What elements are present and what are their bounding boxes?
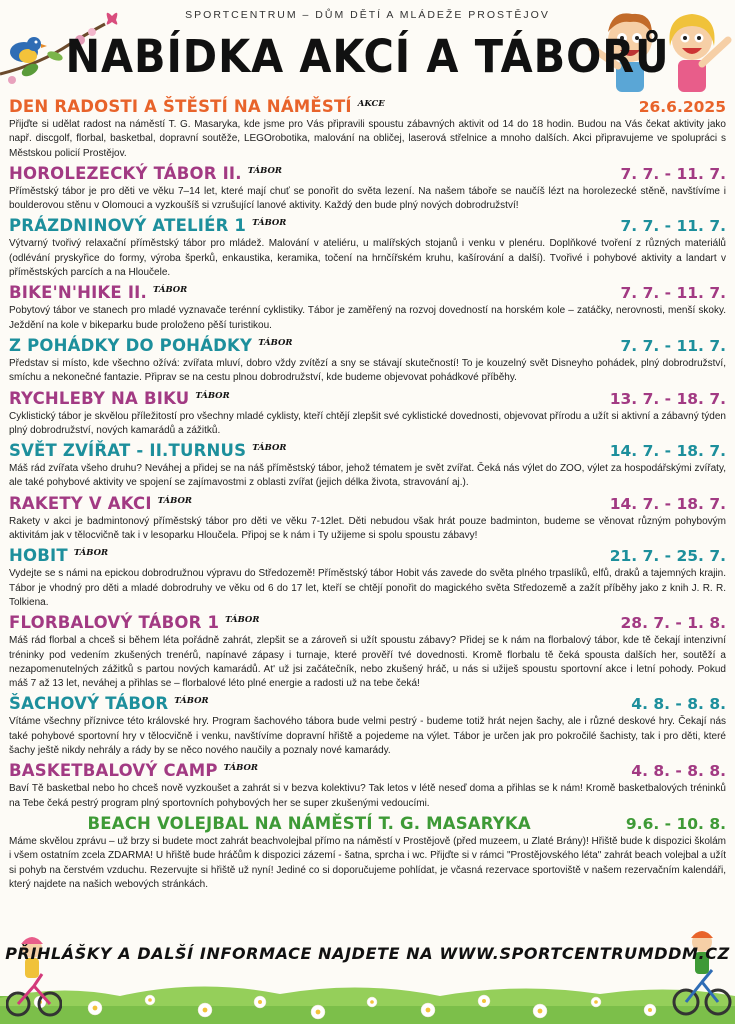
event-section bbox=[9, 814, 726, 892]
event-title: BIKE'N'HIKE II. bbox=[9, 283, 147, 303]
event-type-label: TÁBOR bbox=[258, 337, 293, 348]
event-section bbox=[9, 97, 726, 161]
event-title-group bbox=[9, 164, 282, 183]
event-header bbox=[9, 694, 726, 715]
meadow-flowers-illustration bbox=[0, 966, 735, 1024]
event-title: SVĚT ZVÍŘAT - II.TURNUS bbox=[9, 441, 247, 461]
event-description: Rakety v akci je badmintonový příměstský tábor pro děti ve věku 7-12let. Děti nebudou však hrát pouze badminton, budeme se věnovat různým pohybovým aktivitám jak v tělocvičně tak i v lesoparku Hloučela. Připoj se k nám i Ty užijeme si spolu spoustu zábavy! bbox=[9, 515, 726, 542]
event-title: DEN RADOSTI A ŠTĚSTÍ NA NÁMĚSTÍ bbox=[9, 97, 352, 116]
event-description: Pobytový tábor ve stanech pro mladé vyznavače terénní cyklistiky. Tábor je zaměřený na rozvoj dovedností na horském kole – zatáčky, nerovnosti, menší skoky. Ježdění na kole v bikeparku bude proloženo pěší turistikou. bbox=[9, 305, 726, 331]
event-description: Představ si místo, kde všechno ožívá: zvířata mluví, dobro vždy zvítězí a sny se stávají skutečností! To je kouzelný svět Disneyho pohádek, plný dobrodružství, smíchu a nekonečné fantazie. Připrav se na cestu plnou dobrodružství, kde budeme objevovat pohádkové příběhy. bbox=[9, 357, 726, 384]
page-title: NABÍDKA AKCÍ A TÁBORŮ bbox=[65, 30, 670, 83]
event-title-group bbox=[9, 97, 385, 116]
event-title-group bbox=[9, 389, 230, 408]
event-description: Vydejte se s námi na epickou dobrodružnou výpravu do Středozemě! Příměstský tábor Hobit vás zavede do světa plného trpaslíků, elfů, draků a tajemných krajin. Tábor je vhodný pro děti a mladé dobrodruhy ve věku od 6 do 17 let, kteří se chtějí ponořit do magického světa Středozemě a zažít příběhy jako z knih J. R. R. Tolkiena. bbox=[9, 568, 726, 608]
event-date: 14. 7. - 18. 7. bbox=[609, 442, 726, 461]
event-description: Máme skvělou zprávu – už brzy si budete moct zahrát beachvolejbal přímo na náměstí v Prostějově (před muzeem, u Zlaté Brány)! Hřiště bude k dispozici školám i všem ostatním zcela ZDARMA! U hřiště bude hráčům k dispozici zázemí - šatna, sprcha i wc. Přijďte si v rámci "Prostějovského léta" zahrát beach volejbal a užít si pohyb na čerstvém vzduchu. Rezervujte si hřiště už nyní! Jediné co si doporučujeme pohlídat, je včasná rezervace sportoviště v našem rezervačním kalendáři, který najdete na našich webových stránkách. bbox=[9, 835, 726, 890]
event-section bbox=[9, 613, 726, 691]
event-title: FLORBALOVÝ TÁBOR 1 bbox=[9, 613, 220, 633]
event-date: 4. 8. - 8. 8. bbox=[631, 695, 726, 714]
event-date: 7. 7. - 11. 7. bbox=[620, 164, 726, 183]
event-description: Přijďte si udělat radost na náměstí T. G. Masaryka, kde jsme pro Vás připravili spoustu zábavných aktivit od 14 do 18 hodin. Budou na Vás čekat aktivity jako např. discgolf, florbal, basketbal, dopravní soutěže, LEGOrobotika, malování na obličej, laserová střelnice a mnoho dalších. Akci připravujeme ve spolupráci s Městskou policií Prostějov. bbox=[9, 119, 726, 159]
event-date: 13. 7. - 18. 7. bbox=[609, 389, 726, 408]
event-title-group bbox=[9, 216, 286, 235]
event-section bbox=[9, 694, 726, 758]
event-type-label: TÁBOR bbox=[73, 548, 109, 559]
event-date: 7. 7. - 11. 7. bbox=[620, 284, 726, 303]
event-date: 26.6.2025 bbox=[638, 98, 726, 116]
event-title: RYCHLEBY NA BIKU bbox=[9, 388, 190, 408]
event-section bbox=[9, 761, 726, 811]
event-type-label: TÁBOR bbox=[157, 495, 192, 506]
event-type-label: TÁBOR bbox=[247, 165, 282, 176]
event-header bbox=[9, 97, 726, 118]
event-section bbox=[9, 546, 726, 610]
event-description: Máš rád florbal a chceš si během léta pořádně zahrát, zlepšit se a zároveň si užít spoustu zábavy? Přidej se k nám na florbalový tábor, kde tě čekají intenzivní tréninky pod vedením zkušených trenérů, napínavé zápasy i turnaje, které prověří tvé dovednosti. Kromě florbalu tě čeká spousta dalších her, soutěží a nezapomenutelných zážitků s partou nových kamarádů. At' už jsi začátečník, nebo zkušený hráč, u nás si užiješ spoustu sportovní akce i letní pohody. Pokud máš 7 až 13 let, neváhej a přihlas se – florbalové léto plné energie a radosti už na tebe čeká! bbox=[9, 635, 726, 690]
event-title: BEACH VOLEJBAL NA NÁMĚSTÍ T. G. MASARYKA bbox=[87, 813, 531, 833]
event-date: 4. 8. - 8. 8. bbox=[631, 762, 726, 781]
event-section bbox=[9, 441, 726, 491]
event-date: 7. 7. - 11. 7. bbox=[620, 217, 726, 236]
event-description: Cyklistický tábor je skvělou příležitostí pro všechny mladé cyklisty, kteří chtějí zlepšit své cyklistické dovednosti, objevovat přírodu a užít si aktivní a zábavný týden plný dobrodružství, nových kamarádů a zážitků. bbox=[9, 410, 726, 436]
event-header bbox=[9, 814, 726, 835]
event-title: HOROLEZECKÝ TÁBOR II. bbox=[9, 163, 242, 183]
event-header bbox=[9, 164, 726, 185]
event-date: 9.6. - 10. 8. bbox=[625, 814, 726, 833]
event-title-group bbox=[9, 494, 192, 513]
event-type-label: TÁBOR bbox=[174, 696, 209, 707]
events-list bbox=[9, 97, 726, 895]
event-title-group bbox=[9, 761, 258, 780]
event-title: ŠACHOVÝ TÁBOR bbox=[9, 694, 169, 714]
event-title-group bbox=[9, 694, 209, 713]
event-section bbox=[9, 389, 726, 439]
event-type-label: TÁBOR bbox=[223, 763, 258, 774]
event-section bbox=[9, 216, 726, 280]
event-type-label: TÁBOR bbox=[252, 443, 287, 454]
event-type-label: TÁBOR bbox=[152, 285, 188, 296]
event-header bbox=[9, 613, 726, 634]
event-type-label: TÁBOR bbox=[225, 615, 260, 626]
event-header bbox=[9, 494, 726, 515]
event-title-group bbox=[9, 336, 292, 355]
event-description: Vítáme všechny příznivce této královské hry. Program šachového tábora bude velmi pestrý - budeme totiž hrát nejen šachy, ale i různé deskové hry. Čekají nás také pohybové sportovní hry v tělocvičně i venku, navštívíme dopravní hřiště a pojedeme na výlet. Tábor je určen jak pro pokročilé šachisty, tak i pro děti, které šachy ještě nikdy nehrály a rády by se něco nového naučily a poznaly nové kamarády. bbox=[9, 716, 726, 757]
event-date: 14. 7. - 18. 7. bbox=[609, 494, 726, 513]
event-type-label: TÁBOR bbox=[252, 218, 287, 229]
event-title: Z POHÁDKY DO POHÁDKY bbox=[9, 335, 253, 355]
boy-on-bike-illustration bbox=[672, 918, 732, 1018]
event-header bbox=[9, 441, 726, 462]
event-section bbox=[9, 164, 726, 214]
event-title: PRÁZDNINOVÝ ATELIÉR 1 bbox=[9, 216, 247, 236]
organization-name: SPORTCENTRUM – DŮM DĚTÍ A MLÁDEŽE PROSTĚJOV bbox=[185, 9, 550, 21]
event-date: 7. 7. - 11. 7. bbox=[620, 336, 726, 355]
event-type-label: AKCE bbox=[357, 99, 385, 109]
event-title-group bbox=[9, 613, 259, 632]
event-title-group bbox=[9, 546, 108, 565]
event-title-group bbox=[87, 814, 530, 833]
event-header bbox=[9, 761, 726, 782]
event-header bbox=[9, 283, 726, 304]
event-header bbox=[9, 389, 726, 410]
event-date: 21. 7. - 25. 7. bbox=[609, 547, 726, 566]
girl-on-bike-illustration bbox=[6, 924, 62, 1020]
event-section bbox=[9, 336, 726, 386]
event-section bbox=[9, 494, 726, 544]
event-title-group bbox=[9, 441, 286, 460]
event-header bbox=[9, 216, 726, 237]
event-description: Máš rád zvířata všeho druhu? Neváhej a přidej se na náš příměstský tábor, jehož tématem je svět zvířat. Čeká nás výlet do ZOO, výlet za hospodářskými zvířaty, ale také pohybové aktivity ve spojení se zajímavostmi z oblasti zvířat (jejich délka života, stravování aj.). bbox=[9, 463, 726, 489]
footer-contact: PŘIHLÁŠKY A DALŠÍ INFORMACE NAJDETE NA WWW.SPORTCENTRUMDDM.CZ bbox=[5, 944, 730, 963]
event-title-group bbox=[9, 283, 187, 302]
event-description: Výtvarný tvořivý relaxační příměstský tábor pro mládež. Malování v ateliéru, u malířských stojanů i venku v plenéru. Doplňkové tvoření z různých materiálů (odlévání pryskyřice do formy, výroba šperků, enkaustika, keramika, točení na hrnčířském kruhu, kašírování a další). Tvořivé i pohybové aktivity a landart v příměstských parcích a na Hloučele. bbox=[9, 238, 726, 279]
event-section bbox=[9, 283, 726, 333]
event-date: 28. 7. - 1. 8. bbox=[620, 614, 726, 633]
event-title: HOBIT bbox=[9, 546, 68, 566]
event-title: RAKETY V AKCI bbox=[9, 493, 152, 513]
event-header bbox=[9, 546, 726, 567]
event-type-label: TÁBOR bbox=[195, 390, 230, 401]
event-description: Baví Tě basketbal nebo ho chceš nově vyzkoušet a zahrát si v bezva kolektivu? Tak letos v létě neseď doma a přihlas se k nám! Kromě basketbalových tréninků na Tebe čeká pestrý program plný sportovních pohybových her se super zkušenými vedoucími. bbox=[9, 783, 726, 809]
event-description: Příměstský tábor je pro děti ve věku 7–14 let, které mají chuť se ponořit do světa lezení. Na našem táboře se naučíš lézt na horolezecké stěně, navštívíme i boulderovou stěnu v Olomouci a vyzkoušíš si vzrušující lanové aktivity. Každý den bude plný nových dobrodružství! bbox=[9, 185, 726, 212]
event-header bbox=[9, 336, 726, 357]
event-title: BASKETBALOVÝ CAMP bbox=[9, 761, 218, 781]
